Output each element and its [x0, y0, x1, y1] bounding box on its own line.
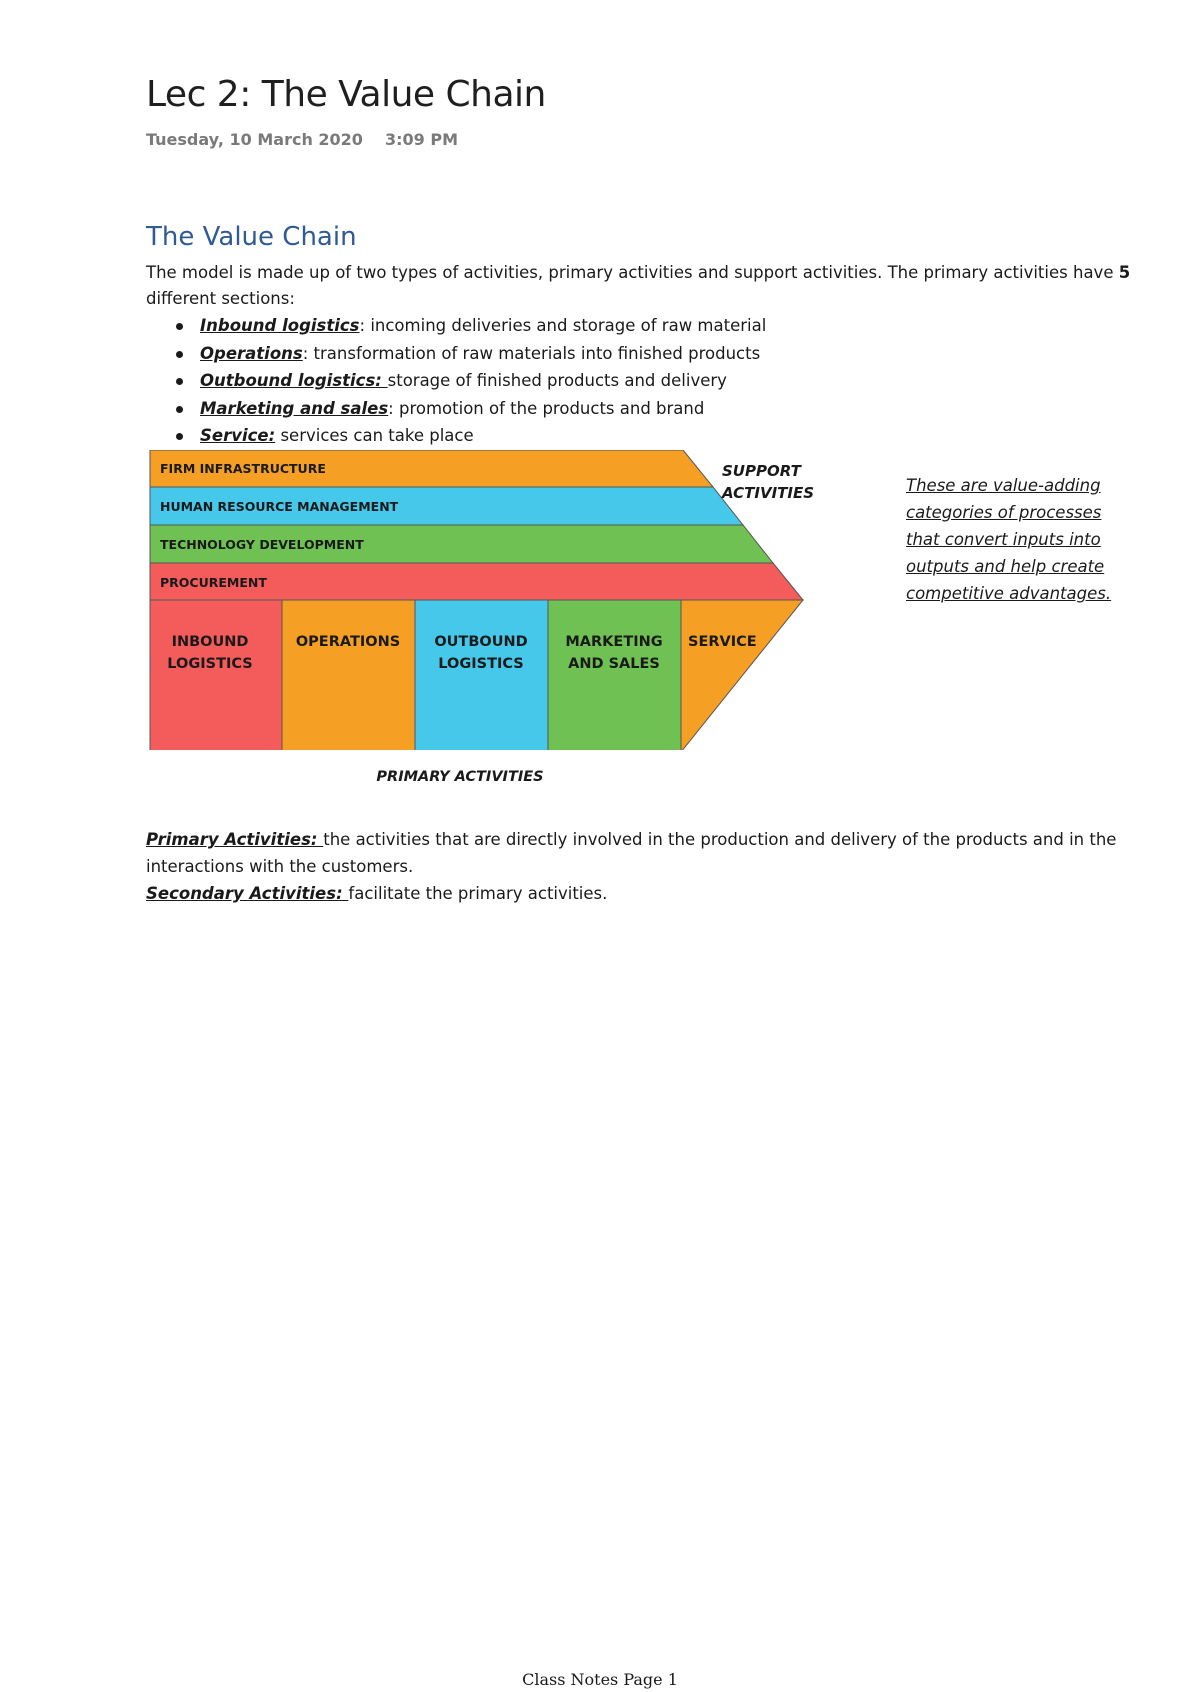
definition-primary — [146, 826, 1196, 880]
support-label-line1: SUPPORT — [722, 462, 801, 480]
page-time: 3:09 PM — [385, 130, 459, 149]
definition-text: facilitate the primary activities. — [348, 884, 608, 903]
support-label-line2: ACTIVITIES — [722, 484, 815, 502]
page-title: Lec 2: The Value Chain — [146, 74, 546, 115]
definition-text: the activities that are directly involved in the production and delivery of the products and in the interactions with the customers. — [146, 830, 1117, 876]
primary-activities-list — [146, 312, 766, 450]
column-marketing-and-sales — [548, 600, 681, 750]
section-heading: The Value Chain — [146, 222, 357, 252]
column-outbound-logistics — [415, 600, 548, 750]
bullet-term: Outbound logistics: — [200, 371, 388, 390]
bullet-text: promotion of the products and brand — [393, 398, 705, 418]
intro-text-pre: The model is made up of two types of activities, primary activities and support activities. The primary activities have — [146, 263, 1119, 282]
bullet-text: storage of finished products and delivery — [387, 371, 727, 390]
list-item — [146, 312, 766, 340]
bullet-term: Operations — [200, 343, 303, 363]
list-item — [146, 422, 766, 450]
bullet-separator: : — [302, 343, 309, 363]
label-firm-infrastructure: FIRM INFRASTRUCTURE — [160, 461, 326, 476]
list-item — [146, 395, 766, 423]
column-service — [681, 600, 803, 750]
label-procurement: PROCUREMENT — [160, 575, 267, 590]
column-inbound-logistics — [150, 600, 282, 750]
bullet-term: Inbound logistics — [200, 316, 360, 335]
bullet-term: Marketing and sales — [200, 398, 389, 418]
bullet-term: Service: — [200, 426, 276, 445]
definitions — [146, 826, 1196, 907]
primary-label: PRIMARY ACTIVITIES — [376, 769, 544, 785]
side-note: These are value-adding categories of processes that convert inputs into outputs and help create competitive advantages. — [906, 476, 1112, 603]
bullet-separator: : — [388, 398, 394, 418]
definition-secondary — [146, 880, 1196, 907]
label-marketing-line2: AND SALES — [568, 656, 660, 672]
page-footer: Class Notes Page 1 — [522, 1670, 678, 1689]
definition-term: Secondary Activities: — [146, 884, 349, 903]
column-operations — [282, 600, 415, 750]
label-outbound-line1: OUTBOUND — [434, 634, 528, 650]
label-service: SERVICE — [688, 634, 757, 650]
intro-number: 5 — [1118, 263, 1131, 282]
intro-paragraph — [146, 260, 1186, 312]
bullet-separator: : — [359, 316, 366, 335]
page-date: Tuesday, 10 March 2020 — [146, 130, 363, 149]
label-outbound-line2: LOGISTICS — [438, 656, 524, 672]
label-operations: OPERATIONS — [295, 634, 401, 650]
bullet-text: services can take place — [275, 426, 474, 445]
label-inbound-line1: INBOUND — [171, 634, 249, 650]
list-item — [146, 340, 766, 368]
support-activities-label — [720, 458, 830, 508]
intro-text-post: different sections: — [146, 289, 295, 308]
primary-activities-label — [340, 762, 580, 790]
bullet-text: incoming deliveries and storage of raw material — [365, 316, 767, 335]
label-human-resource-management: HUMAN RESOURCE MANAGEMENT — [160, 499, 399, 514]
definition-term: Primary Activities: — [146, 830, 324, 849]
label-inbound-line2: LOGISTICS — [167, 656, 253, 672]
bullet-text: transformation of raw materials into finished products — [308, 343, 761, 363]
label-marketing-line1: MARKETING — [565, 634, 663, 650]
label-technology-development: TECHNOLOGY DEVELOPMENT — [160, 537, 364, 552]
list-item — [146, 367, 766, 395]
